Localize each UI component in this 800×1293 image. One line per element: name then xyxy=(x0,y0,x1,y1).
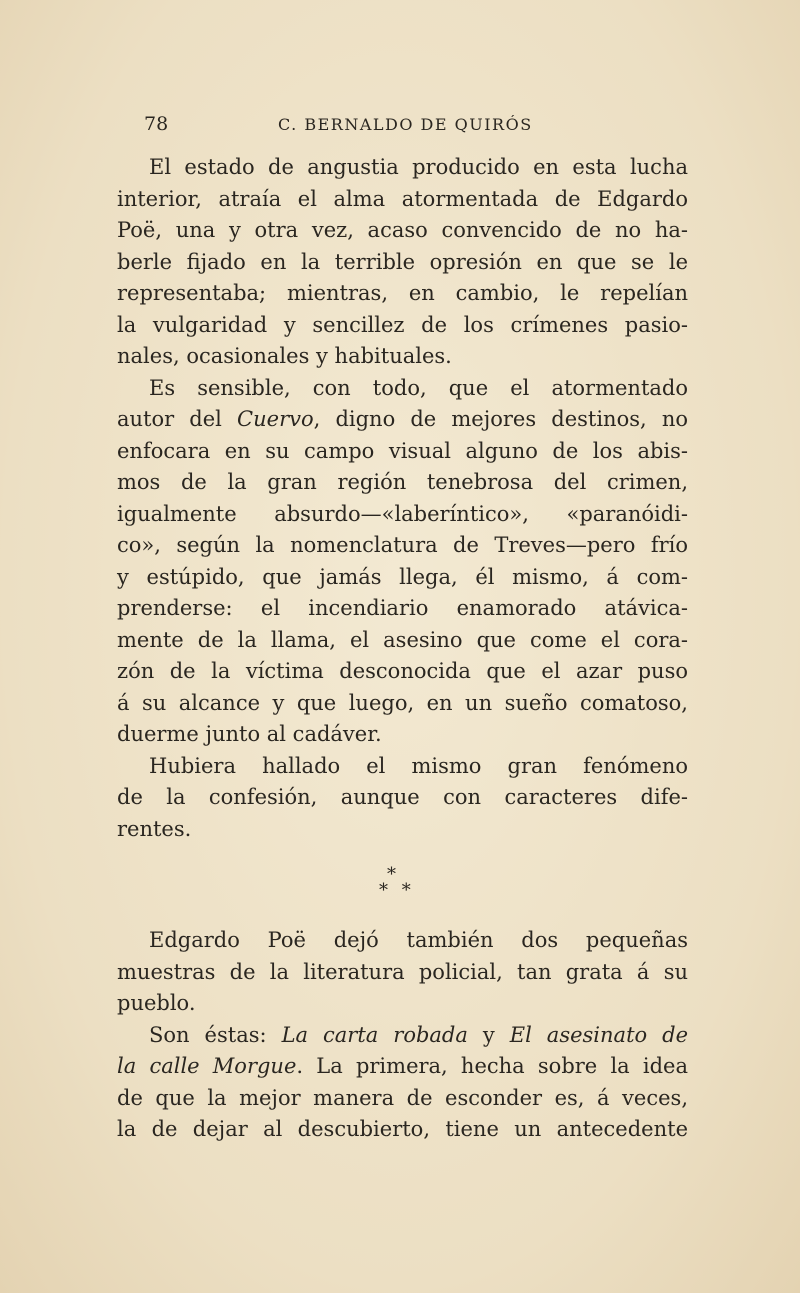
text-line: y estúpido, que jamás llega, él mismo, á com- xyxy=(117,564,688,589)
text-line: co», según la nomenclatura de Treves—pero frío xyxy=(117,533,688,557)
page-number: 78 xyxy=(144,113,169,135)
asterism-bottom: * * xyxy=(379,880,415,901)
text-line xyxy=(117,1051,688,1083)
text-line: berle fijado en la terrible opresión en que se le xyxy=(117,249,688,274)
book-title-calle-morgue: la calle Morgue xyxy=(117,1054,297,1078)
page-header xyxy=(140,113,660,143)
book-title-cuervo: Cuervo xyxy=(237,407,314,431)
text-line: la vulgaridad y sencillez de los crímenes pasio- xyxy=(117,312,688,337)
asterism-divider xyxy=(117,845,688,925)
text-line: igualmente absurdo—«laberíntico», «paranóidi- xyxy=(117,501,688,526)
page-body xyxy=(117,152,688,1146)
text-line: de la confesión, aunque con caracteres dife- xyxy=(117,785,688,809)
running-title: C. BERNALDO DE QUIRÓS xyxy=(278,115,533,134)
book-title-asesinato: El asesinato de xyxy=(509,1022,689,1047)
text-line: nales, ocasionales y habituales. xyxy=(117,344,452,368)
asterism-top: * xyxy=(387,864,396,885)
text-line: mos de la gran región tenebrosa del crimen, xyxy=(117,470,688,494)
text-line: zón de la víctima desconocida que el azar puso xyxy=(117,659,688,683)
text-line xyxy=(117,404,688,436)
text-line: enfocara en su campo visual alguno de los abis- xyxy=(117,438,688,463)
text-line: El estado de angustia producido en esta lucha xyxy=(149,155,688,179)
text-line: Es sensible, con todo, que el atormentado xyxy=(149,375,688,400)
text-line: á su alcance y que luego, en un sueño comatoso, xyxy=(117,690,688,715)
text-line: representaba; mientras, en cambio, le repelían xyxy=(117,281,688,305)
text-line: muestras de la literatura policial, tan grata á su xyxy=(117,959,688,984)
text-segment: autor del xyxy=(117,407,238,431)
text-line: Hubiera hallado el mismo gran fenómeno xyxy=(149,753,688,778)
text-line: mente de la llama, el asesino que come el cora- xyxy=(117,627,688,652)
text-line: prenderse: el incendiario enamorado atávica- xyxy=(117,596,688,620)
text-segment: , digno de mejores destinos, no xyxy=(313,407,688,431)
text-line: la de dejar al descubierto, tiene un antecedente xyxy=(117,1117,688,1141)
text-line: rentes. xyxy=(117,816,192,841)
text-line xyxy=(117,1020,688,1052)
text-line: interior, atraía el alma atormentada de Edgardo xyxy=(117,186,688,211)
text-segment: y xyxy=(467,1022,510,1047)
text-line: Poë, una y otra vez, acaso convencido de no ha- xyxy=(117,218,688,242)
text-line: de que la mejor manera de esconder es, á veces, xyxy=(117,1085,688,1110)
text-segment: . La primera, hecha sobre la idea xyxy=(296,1054,688,1078)
text-line: duerme junto al cadáver. xyxy=(117,722,382,746)
text-line: Edgardo Poë dejó también dos pequeñas xyxy=(149,928,688,952)
text-segment: Son éstas: xyxy=(149,1022,282,1047)
text-line: pueblo. xyxy=(117,991,196,1015)
book-title-carta-robada: La carta robada xyxy=(281,1022,468,1047)
